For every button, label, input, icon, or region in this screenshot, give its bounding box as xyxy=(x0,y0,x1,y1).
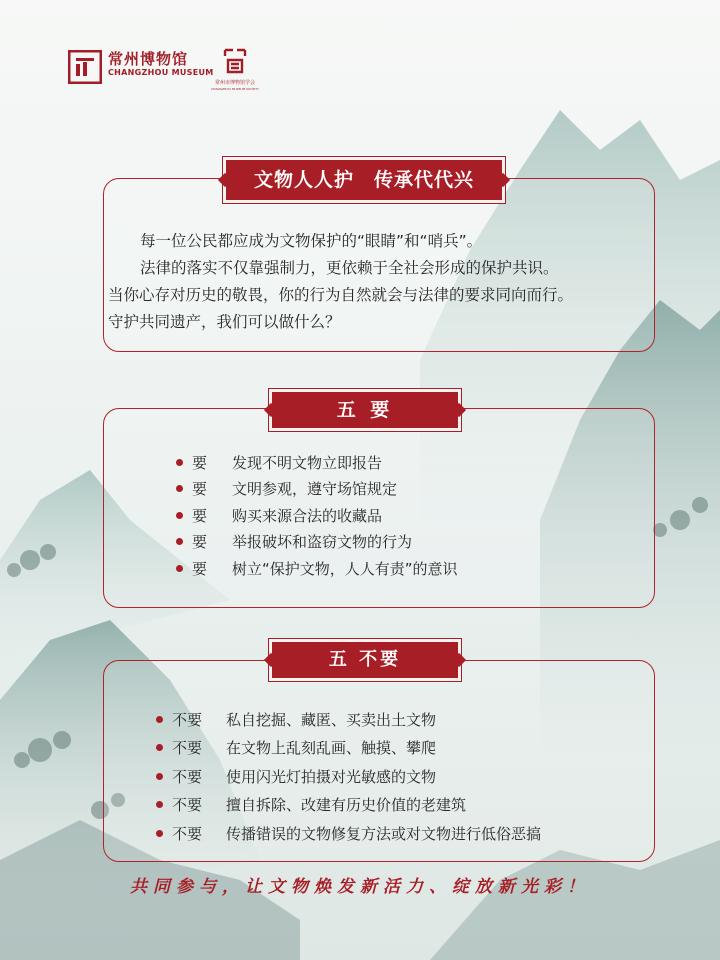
bullet-icon xyxy=(156,801,163,808)
society-seal-icon xyxy=(222,46,248,76)
museum-logo-icon xyxy=(68,50,102,84)
footer-slogan: 共同参与，让文物焕发新活力、绽放新光彩！ xyxy=(130,877,590,897)
museum-name-cn: 常州博物馆 xyxy=(108,50,189,68)
intro-title: 文物人人护 传承代代兴 xyxy=(226,160,502,200)
list-item: 不要 在文物上乱刻乱画、触摸、攀爬 xyxy=(156,734,541,763)
list-item: 要 购买来源合法的收藏品 xyxy=(176,502,458,529)
intro-paragraph: 法律的落实不仅靠强制力，更依赖于全社会形成的保护共识。 xyxy=(140,259,559,277)
bullet-icon xyxy=(176,538,183,545)
museum-logo xyxy=(68,50,214,84)
bullet-icon xyxy=(176,485,183,492)
list-item: 要 文明参观，遵守场馆规定 xyxy=(176,476,458,503)
intro-paragraph: 每一位公民都应成为文物保护的“眼睛”和“哨兵”。 xyxy=(140,232,483,250)
list-item: 要 举报破坏和盗窃文物的行为 xyxy=(176,529,458,556)
dont-title: 五 不要 xyxy=(272,642,458,678)
do-list xyxy=(176,449,458,582)
bullet-icon xyxy=(156,773,163,780)
society-logo xyxy=(200,46,270,92)
list-item: 不要 传播错误的文物修复方法或对文物进行低俗恶搞 xyxy=(156,819,541,848)
intro-text xyxy=(108,228,653,336)
list-item: 不要 擅自拆除、改建有历史价值的老建筑 xyxy=(156,791,541,820)
bullet-icon xyxy=(176,512,183,519)
do-title: 五 要 xyxy=(272,392,458,428)
bullet-icon xyxy=(156,716,163,723)
intro-paragraph: 守护共同遗产，我们可以做什么？ xyxy=(108,313,341,331)
list-item: 不要 私自挖掘、藏匿、买卖出土文物 xyxy=(156,705,541,734)
society-name-en: CHANGZHOU MUSEUM SOCIETY xyxy=(211,87,259,91)
intro-paragraph: 当你心存对历史的敬畏，你的行为自然就会与法律的要求同向而行。 xyxy=(108,286,574,304)
bullet-icon xyxy=(176,565,183,572)
dont-list xyxy=(156,705,541,848)
bullet-icon xyxy=(176,459,183,466)
list-item: 要 发现不明文物立即报告 xyxy=(176,449,458,476)
society-name: 常州市博物馆学会 xyxy=(214,80,255,86)
museum-name-en: CHANGZHOU MUSEUM xyxy=(108,68,214,77)
list-item: 要 树立“保护文物，人人有责”的意识 xyxy=(176,555,458,582)
bullet-icon xyxy=(156,830,163,837)
bullet-icon xyxy=(156,744,163,751)
list-item: 不要 使用闪光灯拍摄对光敏感的文物 xyxy=(156,762,541,791)
